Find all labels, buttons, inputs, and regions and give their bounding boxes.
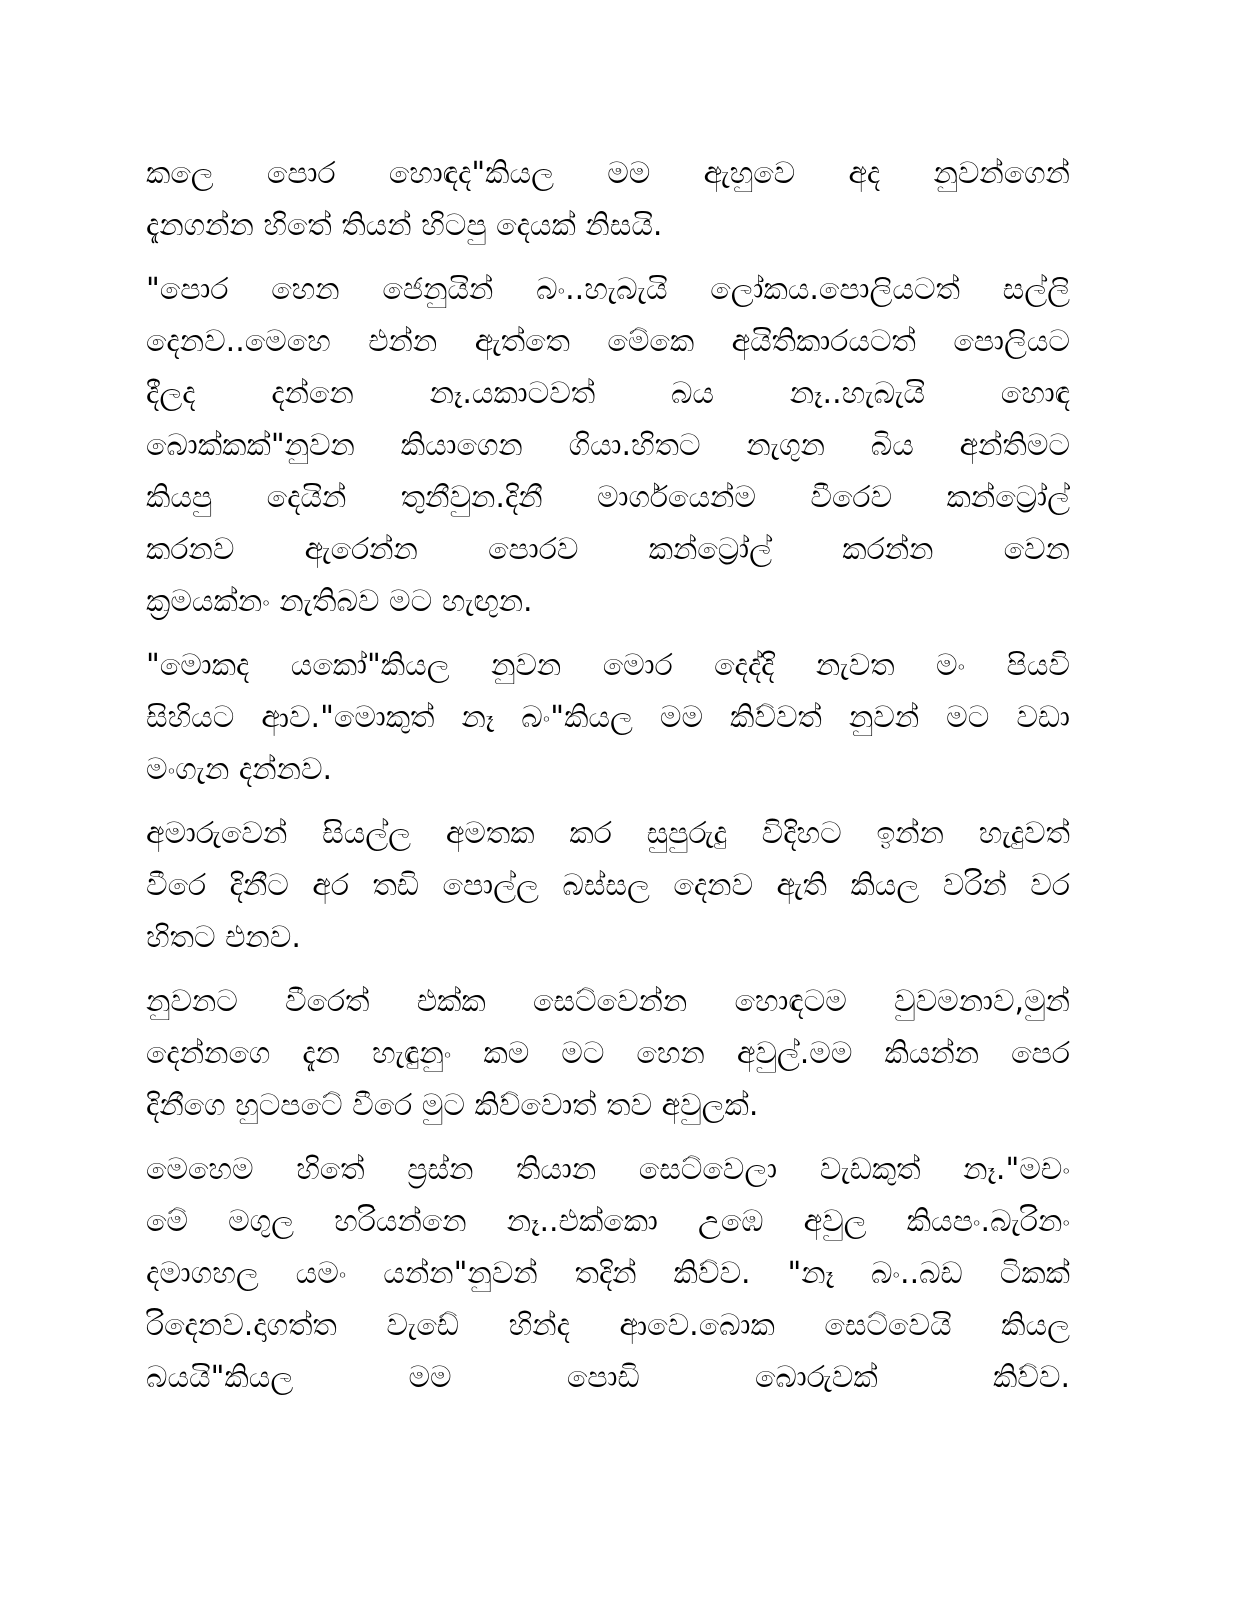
- text-line: බයයි"කියල මම පොඩි බොරුවක් කිව්ව.: [146, 1360, 1070, 1395]
- paragraph-2: [146, 264, 1070, 628]
- text-line: මංගැන දන්නව.: [146, 752, 333, 787]
- text-line: අමාරුවෙන් සියල්ල අමතක කර සුපුරුදු විදිහට ඉන්න හැදුවත්: [146, 816, 1070, 851]
- text-line: මේ මගුල හරියන්නෙ නෑ..එක්කො උඹෙ අවුල කියපං.බැරිනං: [146, 1204, 1070, 1239]
- paragraph-5: [146, 976, 1070, 1132]
- paragraph-4: [146, 808, 1070, 964]
- text-line: කලෙ පොර හොඳද"කියල මම ඇහුවෙ අද නුවන්ගෙන්: [146, 156, 1070, 191]
- text-line: වීරෙ දිනීට අර තඩි පොල්ල බස්සල දෙනව ඇති කියල වරින් වර: [146, 868, 1070, 903]
- text-line: සිහියට ආව."මොකුත් නෑ බං"කියල මම කිව්වත් නුවන් මට වඩා: [146, 700, 1070, 735]
- text-line: බොක්කක්"නුවන කියාගෙන ගියා.හිතට නැගුන බිය අන්තිමට: [146, 428, 1070, 463]
- paragraph-3: [146, 640, 1070, 796]
- text-line: හිතට එනව.: [146, 920, 301, 955]
- text-line: රිදෙනව.දාගත්ත වැඩේ හින්ද ආවෙ.බොක සෙට්වෙයි කියල: [146, 1308, 1070, 1343]
- paragraph-1: [146, 148, 1070, 252]
- story-text: [146, 148, 1070, 1416]
- text-line: "පොර හෙන ජෙනුයින් බං..හැබැයි ලෝකය.පොලියටත් සල්ලි: [146, 272, 1070, 307]
- text-line: ක්‍රමයක්නං නැතිබව මට හැඟුන.: [146, 584, 533, 619]
- text-line: දෙන්නගෙ දැන හැඳුනුං කම මට හෙන අවුල්.මම කියන්න පෙර: [146, 1036, 1070, 1071]
- text-line: දීලද දන්නෙ නෑ.යකාටවත් බය නෑ..හැබැයි හොඳ: [146, 376, 1070, 411]
- text-line: දැනගන්න හිතේ තියන් හිටපු දෙයක් නිසයි.: [146, 208, 663, 243]
- text-line: දිනීගෙ හුටපටේ වීරෙ මුට කිව්වොත් තව අවුලක්.: [146, 1088, 759, 1123]
- text-line: නුවනට වීරෙත් එක්ක සෙට්වෙන්න හොඳටම වුවමනාව,මුන්: [146, 984, 1070, 1019]
- paragraph-6: [146, 1144, 1070, 1404]
- text-line: කියපු දෙයින් තුනීවුන.දිනී මාර්ගයෙන්ම වීරෙව කන්ට්‍රෝල්: [146, 480, 1070, 515]
- text-line: "මොකද යකෝ"කියල නුවන මොර දෙද්දි නැවත මං පියවි: [146, 648, 1070, 683]
- text-line: දෙනව..මෙහෙ එන්න ඇත්තෙ මේකෙ අයිතිකාරයටත් පොලියට: [146, 324, 1070, 359]
- text-line: කරනව ඇරෙන්න පොරව කන්ට්‍රෝල් කරන්න වෙන: [146, 532, 1070, 567]
- text-line: මෙහෙම හිතේ ප්‍රස්න තියාන සෙට්වෙලා වැඩකුත් නෑ."මචං: [146, 1152, 1070, 1187]
- text-line: දමාගහල යමං යන්න"නුවන් තදින් කිව්ව. "නෑ බං..බඩ ටිකක්: [146, 1256, 1070, 1291]
